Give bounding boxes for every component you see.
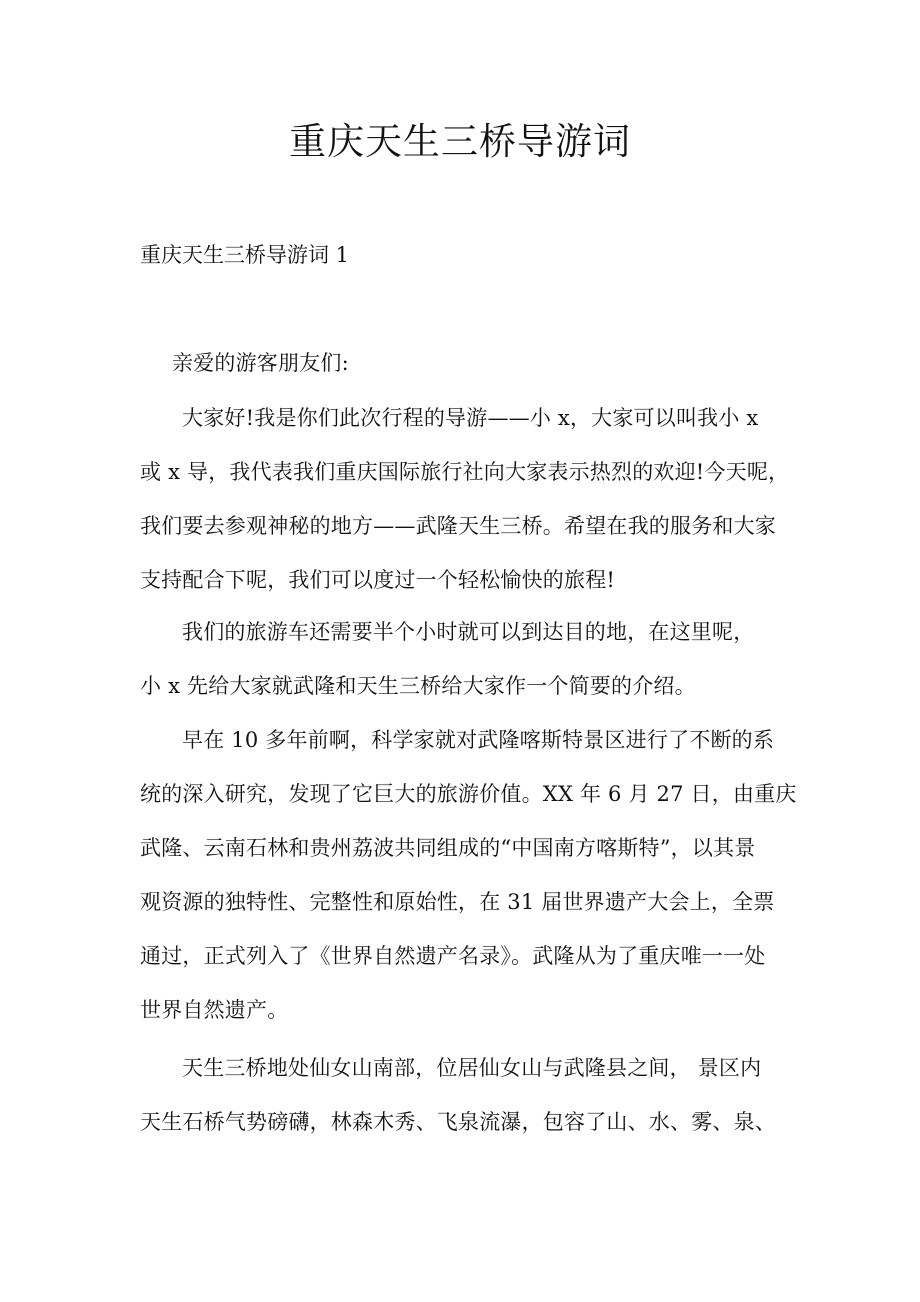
paragraph-line: 小 x 先给大家就武隆和天生三桥给大家作一个简要的介绍。: [140, 674, 696, 698]
paragraph-line: 观资源的独特性、完整性和原始性，在 31 届世界遗产大会上，全票: [140, 890, 775, 914]
paragraph-line: 世界自然遗产。: [140, 998, 289, 1022]
greeting-text: [172, 336, 800, 390]
paragraph-line: 天生三桥地处仙女山南部，位居仙女山与武隆县之间， 景区内: [182, 1056, 762, 1080]
paragraph-line: 通过，正式列入了《世界自然遗产名录》。武隆从为了重庆唯一一处: [140, 944, 766, 968]
paragraph-line: 天生石桥气势磅礴，林森木秀、飞泉流瀑，包容了山、水、雾、泉、: [140, 1110, 776, 1134]
paragraph-3: [140, 713, 800, 1037]
paragraph-line: 我们要去参观神秘的地方——武隆天生三桥。希望在我的服务和大家: [140, 514, 776, 538]
document-title: 重庆天生三桥导游词: [289, 120, 631, 163]
greeting-line: 亲爱的游客朋友们:: [172, 351, 349, 375]
section-heading: 重庆天生三桥导游词 1: [140, 243, 350, 267]
paragraph-2: [140, 605, 800, 713]
paragraph-4: [140, 1041, 800, 1149]
paragraph-line: 支持配合下呢，我们可以度过一个轻松愉快的旅程!: [140, 568, 616, 592]
paragraph-line: 武隆、云南石林和贵州荔波共同组成的“中国南方喀斯特”，以其景: [140, 836, 756, 860]
paragraph-line: 早在 10 多年前啊，科学家就对武隆喀斯特景区进行了不断的系: [182, 728, 775, 752]
paragraph-line: 或 x 导，我代表我们重庆国际旅行社向大家表示热烈的欢迎!今天呢，: [140, 460, 790, 484]
paragraph-line: 统的深入研究，发现了它巨大的旅游价值。XX 年 6 月 27 日，由重庆: [140, 782, 797, 806]
paragraph-line: 我们的旅游车还需要半个小时就可以到达目的地，在这里呢，: [182, 620, 755, 644]
paragraph-line: 大家好!我是你们此次行程的导游——小 x，大家可以叫我小 x: [182, 406, 759, 430]
paragraph-1: [140, 391, 800, 607]
